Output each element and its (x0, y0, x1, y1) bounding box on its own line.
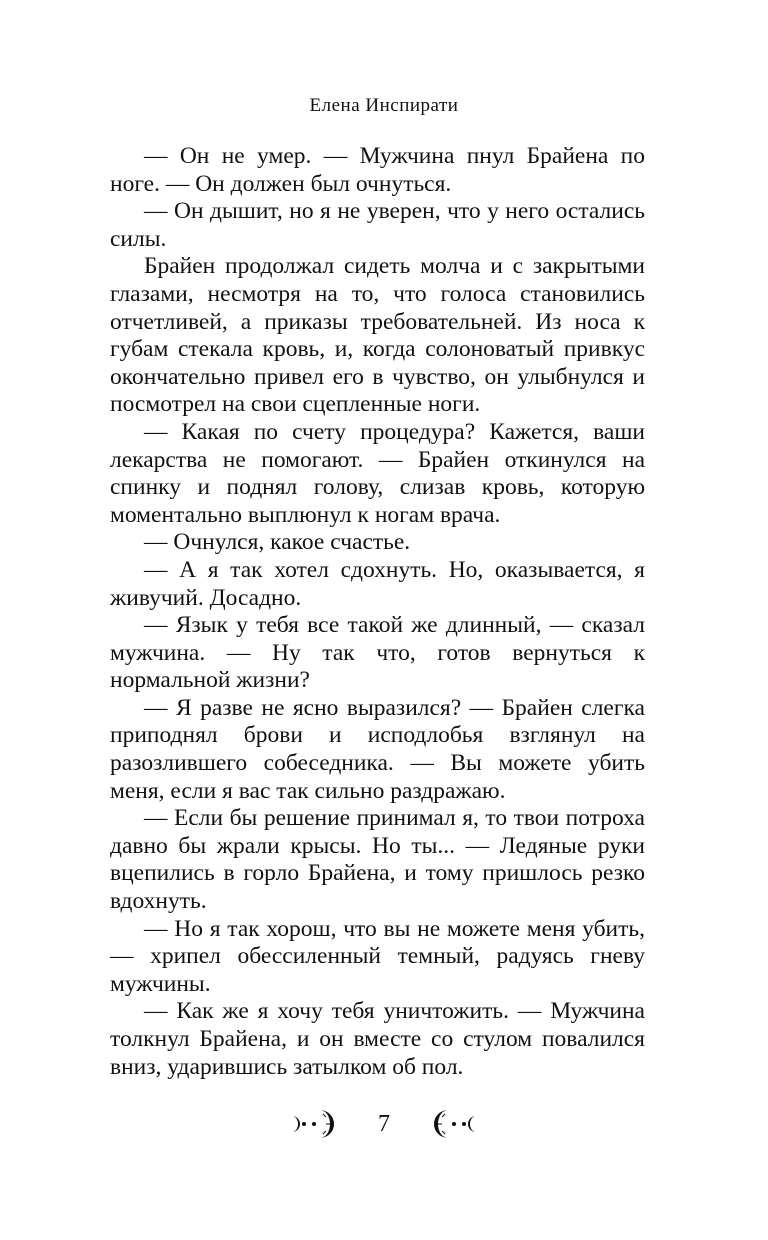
page-footer (0, 1104, 768, 1144)
paragraph: — Язык у тебя все такой же длинный, — сказал мужчина. — Ну так что, готов вернуться к нормальной жизни? (110, 612, 645, 694)
body-text (110, 143, 645, 1081)
running-header-author: Елена Инспирати (309, 95, 459, 116)
moon-phases-right-icon (420, 1108, 482, 1140)
paragraph: — Как же я хочу тебя уничтожить. — Мужчина толкнул Брайена, и он вместе со стулом повалился вниз, ударившись затылком об пол. (110, 998, 645, 1080)
paragraph: — Какая по счету процедура? Кажется, ваши лекарства не помогают. — Брайен откинулся на спинку и поднял голову, слизав кровь, которую моментально выплюнул к ногам врача. (110, 418, 645, 528)
page-number: 7 (378, 1111, 390, 1137)
paragraph: — Я разве не ясно выразился? — Брайен слегка приподнял брови и исподлобья взглянул на разозлившего собеседника. — Вы можете убить меня, если я вас так сильно раздражаю. (110, 694, 645, 804)
paragraph: — Если бы решение принимал я, то твои потроха давно бы жрали крысы. Но ты... — Ледяные руки вцепились в горло Брайена, и тому пришлось резко вдохнуть. (110, 805, 645, 915)
paragraph: — А я так хотел сдохнуть. Но, оказывается, я живучий. Досадно. (110, 556, 645, 611)
paragraph: — Он дышит, но я не уверен, что у него остались силы. (110, 198, 645, 252)
paragraph: Брайен продолжал сидеть молча и с закрытыми глазами, несмотря на то, что голоса становились отчетливей, а приказы требовательней. Из носа к губам стекала кровь, и, когда солоноватый привкус окончательно привел его в чувство, он улыбнулся и посмотрел на свои сцепленные ноги. (110, 253, 645, 418)
paragraph: — Но я так хорош, что вы не можете меня убить, — хрипел обессиленный темный, радуясь гневу мужчины. (110, 915, 645, 997)
moon-phases-left-icon (286, 1108, 348, 1140)
paragraph: — Он не умер. — Мужчина пнул Брайена по ноге. — Он должен был очнуться. (110, 143, 645, 197)
paragraph: — Очнулся, какое счастье. (144, 529, 411, 556)
